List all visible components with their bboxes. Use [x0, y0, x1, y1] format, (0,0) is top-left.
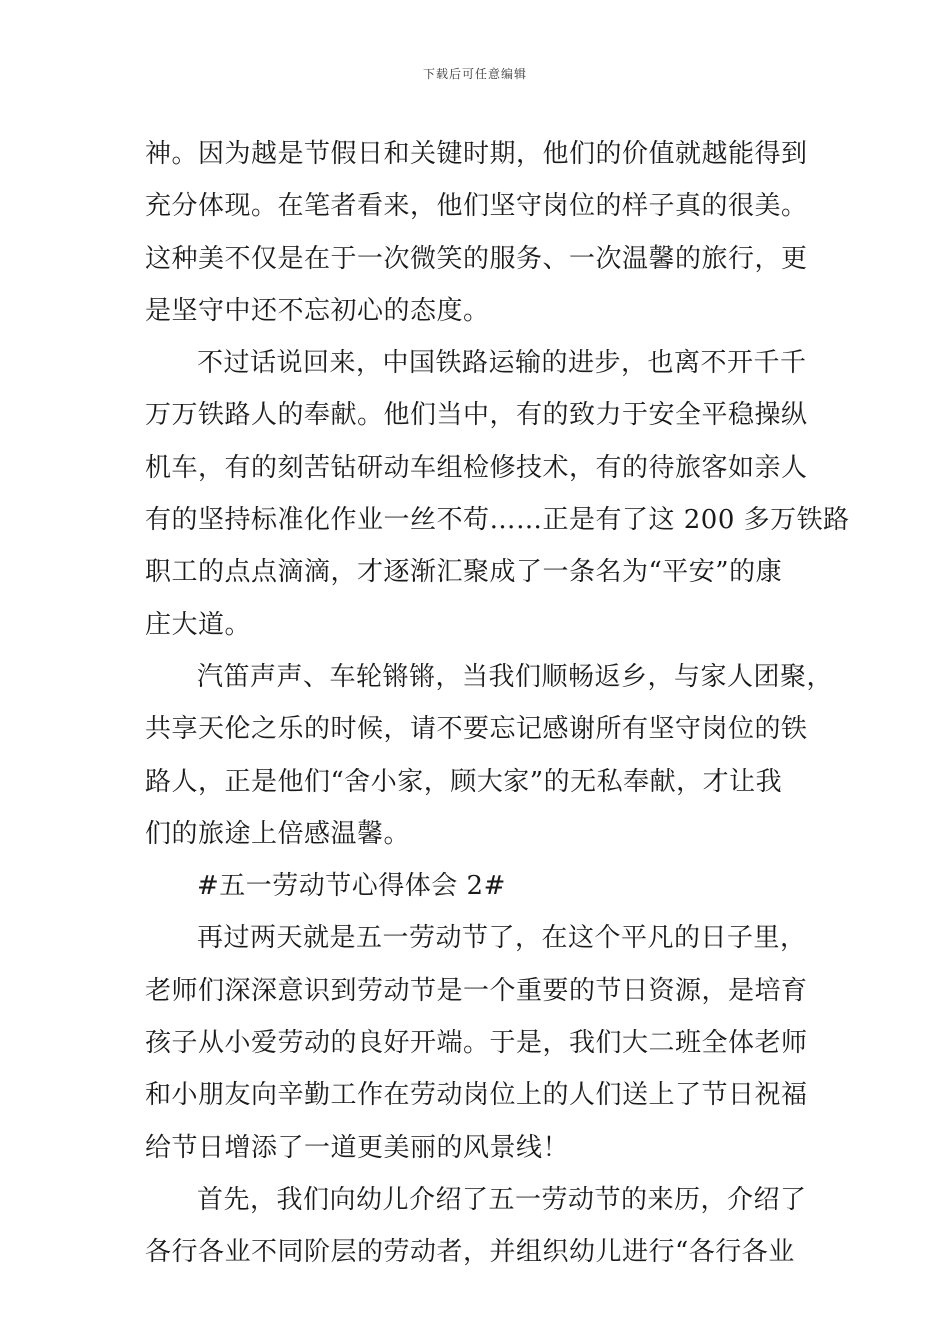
document-body — [145, 128, 850, 1279]
text-line-16: 再过两天就是五一劳动节了，在这个平凡的日子里， — [197, 923, 807, 954]
text-line-1: 神。因为越是节假日和关键时期，他们的价值就越能得到 — [145, 139, 808, 169]
text-line-21: 首先，我们向幼儿介绍了五一劳动节的来历，介绍了 — [197, 1184, 807, 1215]
text-line-22: 各行各业不同阶层的劳动者，并组织幼儿进行“各行各业 — [145, 1237, 795, 1268]
page-header: 下载后可任意编辑 — [422, 67, 527, 81]
text-line-13: 路人，正是他们“舍小家，顾大家”的无私奉献，才让我 — [145, 766, 783, 797]
section-heading: #五一劳动节心得体会 2# — [197, 871, 506, 902]
text-line-7: 机车，有的刻苦钻研动车组检修技术，有的待旅客如亲人 — [145, 452, 808, 483]
text-line-9: 职工的点点滴滴，才逐渐汇聚成了一条名为“平安”的康 — [145, 557, 783, 588]
text-line-5: 不过话说回来，中国铁路运输的进步，也离不开千千 — [197, 348, 807, 379]
text-line-11: 汽笛声声、车轮锵锵，当我们顺畅返乡，与家人团聚， — [197, 661, 834, 692]
text-line-19: 和小朋友向辛勤工作在劳动岗位上的人们送上了节日祝福 — [145, 1080, 808, 1111]
text-line-18: 孩子从小爱劳动的良好开端。于是，我们大二班全体老师 — [145, 1028, 808, 1059]
text-line-4: 是坚守中还不忘初心的态度。 — [145, 295, 490, 326]
text-line-17: 老师们深深意识到劳动节是一个重要的节日资源，是培育 — [145, 975, 808, 1006]
text-line-8: 有的坚持标准化作业一丝不苟……正是有了这 200 多万铁路 — [145, 505, 850, 536]
text-line-3: 这种美不仅是在于一次微笑的服务、一次温馨的旅行，更 — [145, 243, 808, 274]
text-line-2: 充分体现。在笔者看来，他们坚守岗位的样子真的很美。 — [145, 191, 808, 222]
text-line-10: 庄大道。 — [145, 609, 252, 640]
text-line-14: 们的旅途上倍感温馨。 — [145, 818, 411, 849]
text-line-20: 给节日增添了一道更美丽的风景线！ — [145, 1132, 570, 1163]
text-line-6: 万万铁路人的奉献。他们当中，有的致力于安全平稳操纵 — [145, 400, 808, 431]
text-line-12: 共享天伦之乐的时候，请不要忘记感谢所有坚守岗位的铁 — [145, 714, 808, 745]
